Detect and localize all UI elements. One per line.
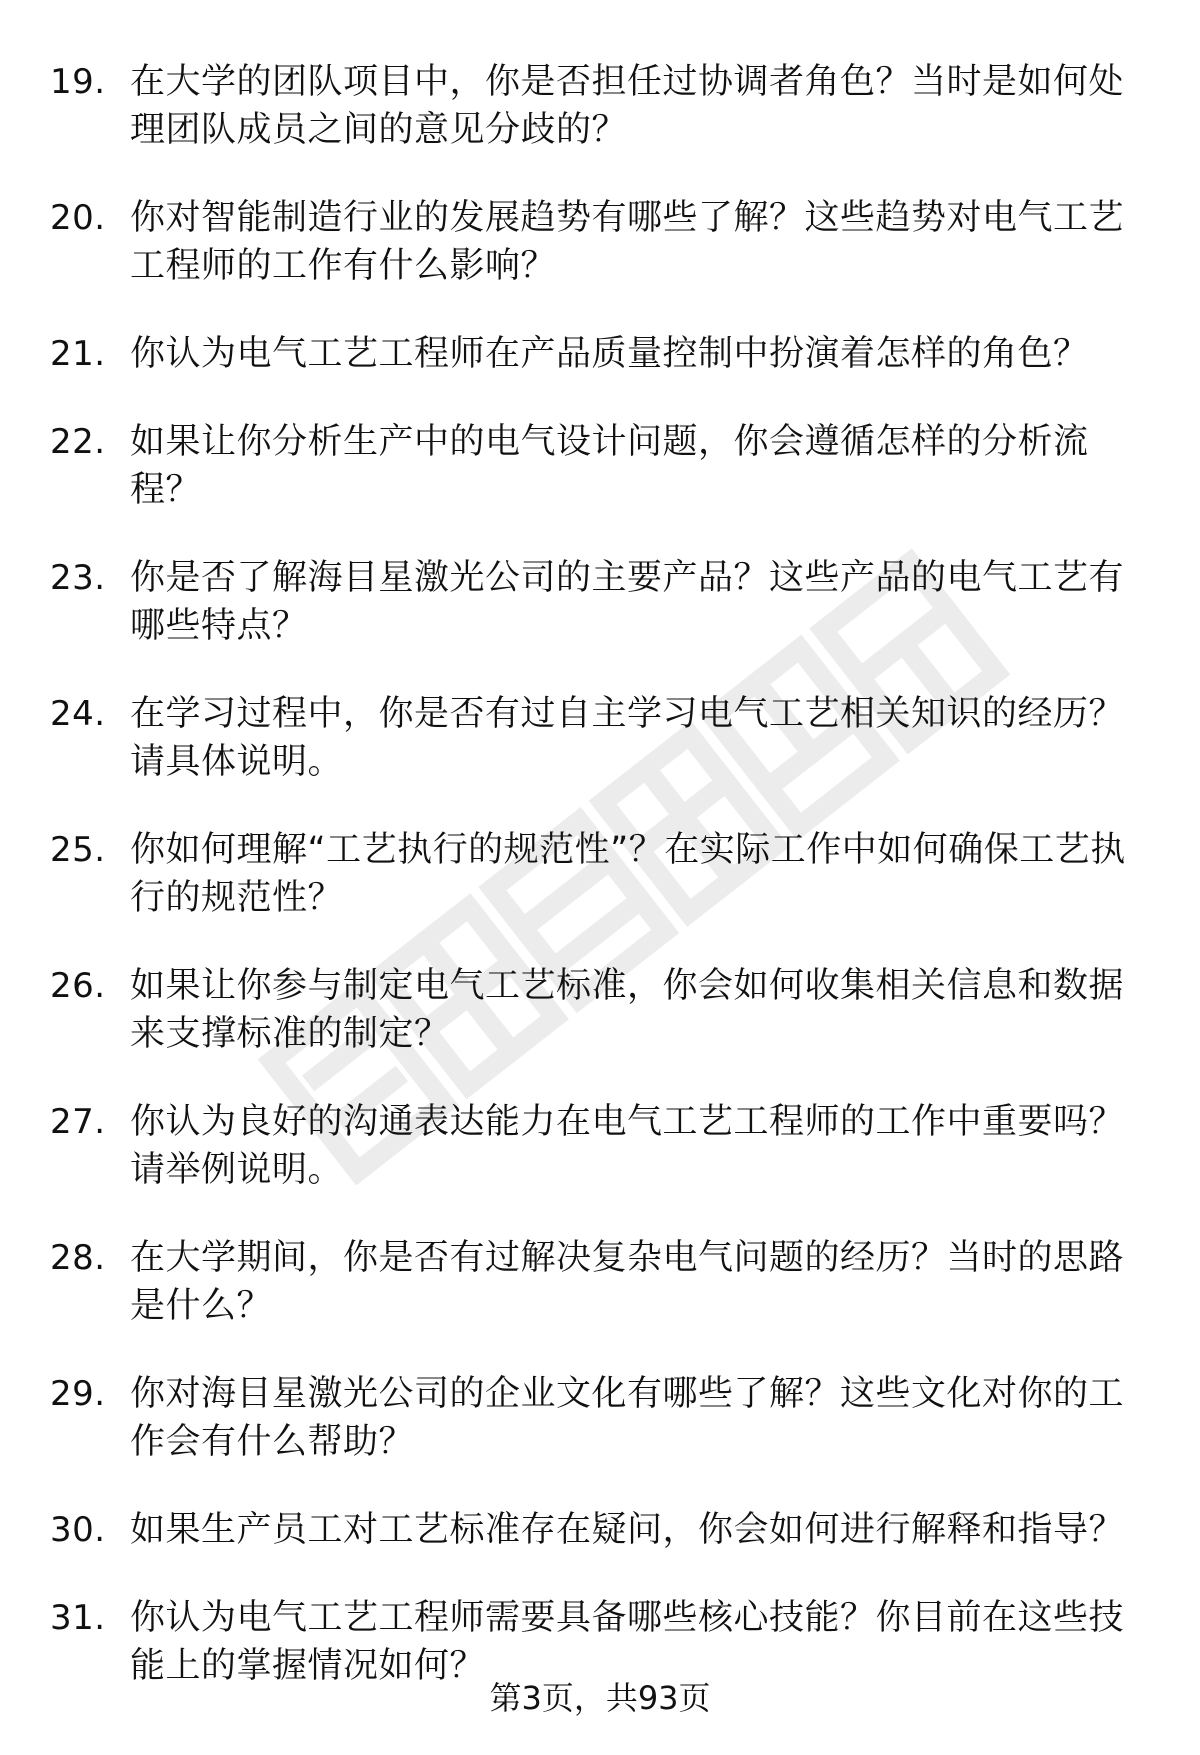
question-text: 你是否了解海目星激光公司的主要产品？这些产品的电气工艺有哪些特点？	[130, 558, 1125, 646]
question-text: 如果生产员工对工艺标准存在疑问，你会如何进行解释和指导？	[130, 1510, 1125, 1550]
question-item	[0, 1234, 1200, 1330]
question-item	[0, 826, 1200, 922]
question-text: 你认为电气工艺工程师需要具备哪些核心技能？你目前在这些技能上的掌握情况如何？	[130, 1598, 1125, 1686]
question-text: 你如何理解“工艺执行的规范性”？在实际工作中如何确保工艺执行的规范性？	[130, 830, 1126, 918]
question-item	[0, 1370, 1200, 1466]
question-number: 30.	[50, 1510, 106, 1550]
question-text: 你认为电气工艺工程师在产品质量控制中扮演着怎样的角色？	[130, 334, 1089, 374]
question-number: 29.	[50, 1374, 106, 1414]
question-item	[0, 58, 1200, 154]
question-text: 在学习过程中，你是否有过自主学习电气工艺相关知识的经历？请具体说明。	[130, 694, 1125, 782]
question-number: 19.	[50, 62, 106, 102]
question-number: 20.	[50, 198, 106, 238]
question-item	[0, 962, 1200, 1058]
question-text: 你对海目星激光公司的企业文化有哪些了解？这些文化对你的工作会有什么帮助？	[130, 1374, 1125, 1462]
page-number-footer: 第3页，共93页	[489, 1679, 711, 1717]
question-number: 26.	[50, 966, 106, 1006]
question-text: 如果让你分析生产中的电气设计问题，你会遵循怎样的分析流程？	[130, 422, 1089, 510]
question-number: 21.	[50, 334, 106, 374]
question-item	[0, 194, 1200, 290]
question-item	[0, 330, 1200, 378]
question-item	[0, 690, 1200, 786]
question-item	[0, 1506, 1200, 1554]
question-text: 在大学的团队项目中，你是否担任过协调者角色？当时是如何处理团队成员之间的意见分歧的？	[130, 62, 1125, 150]
question-number: 27.	[50, 1102, 106, 1142]
question-number: 23.	[50, 558, 106, 598]
question-item	[0, 554, 1200, 650]
question-text: 你对智能制造行业的发展趋势有哪些了解？这些趋势对电气工艺工程师的工作有什么影响？	[130, 198, 1125, 286]
question-text: 如果让你参与制定电气工艺标准，你会如何收集相关信息和数据来支撑标准的制定？	[130, 966, 1125, 1054]
question-list	[0, 58, 1200, 1730]
question-number: 25.	[50, 830, 106, 870]
question-item	[0, 418, 1200, 514]
question-number: 28.	[50, 1238, 106, 1278]
question-item	[0, 1098, 1200, 1194]
question-item	[0, 1594, 1200, 1690]
question-number: 31.	[50, 1598, 106, 1638]
question-text: 在大学期间，你是否有过解决复杂电气问题的经历？当时的思路是什么？	[130, 1238, 1125, 1326]
question-number: 22.	[50, 422, 106, 462]
question-number: 24.	[50, 694, 106, 734]
question-text: 你认为良好的沟通表达能力在电气工艺工程师的工作中重要吗？请举例说明。	[130, 1102, 1125, 1190]
